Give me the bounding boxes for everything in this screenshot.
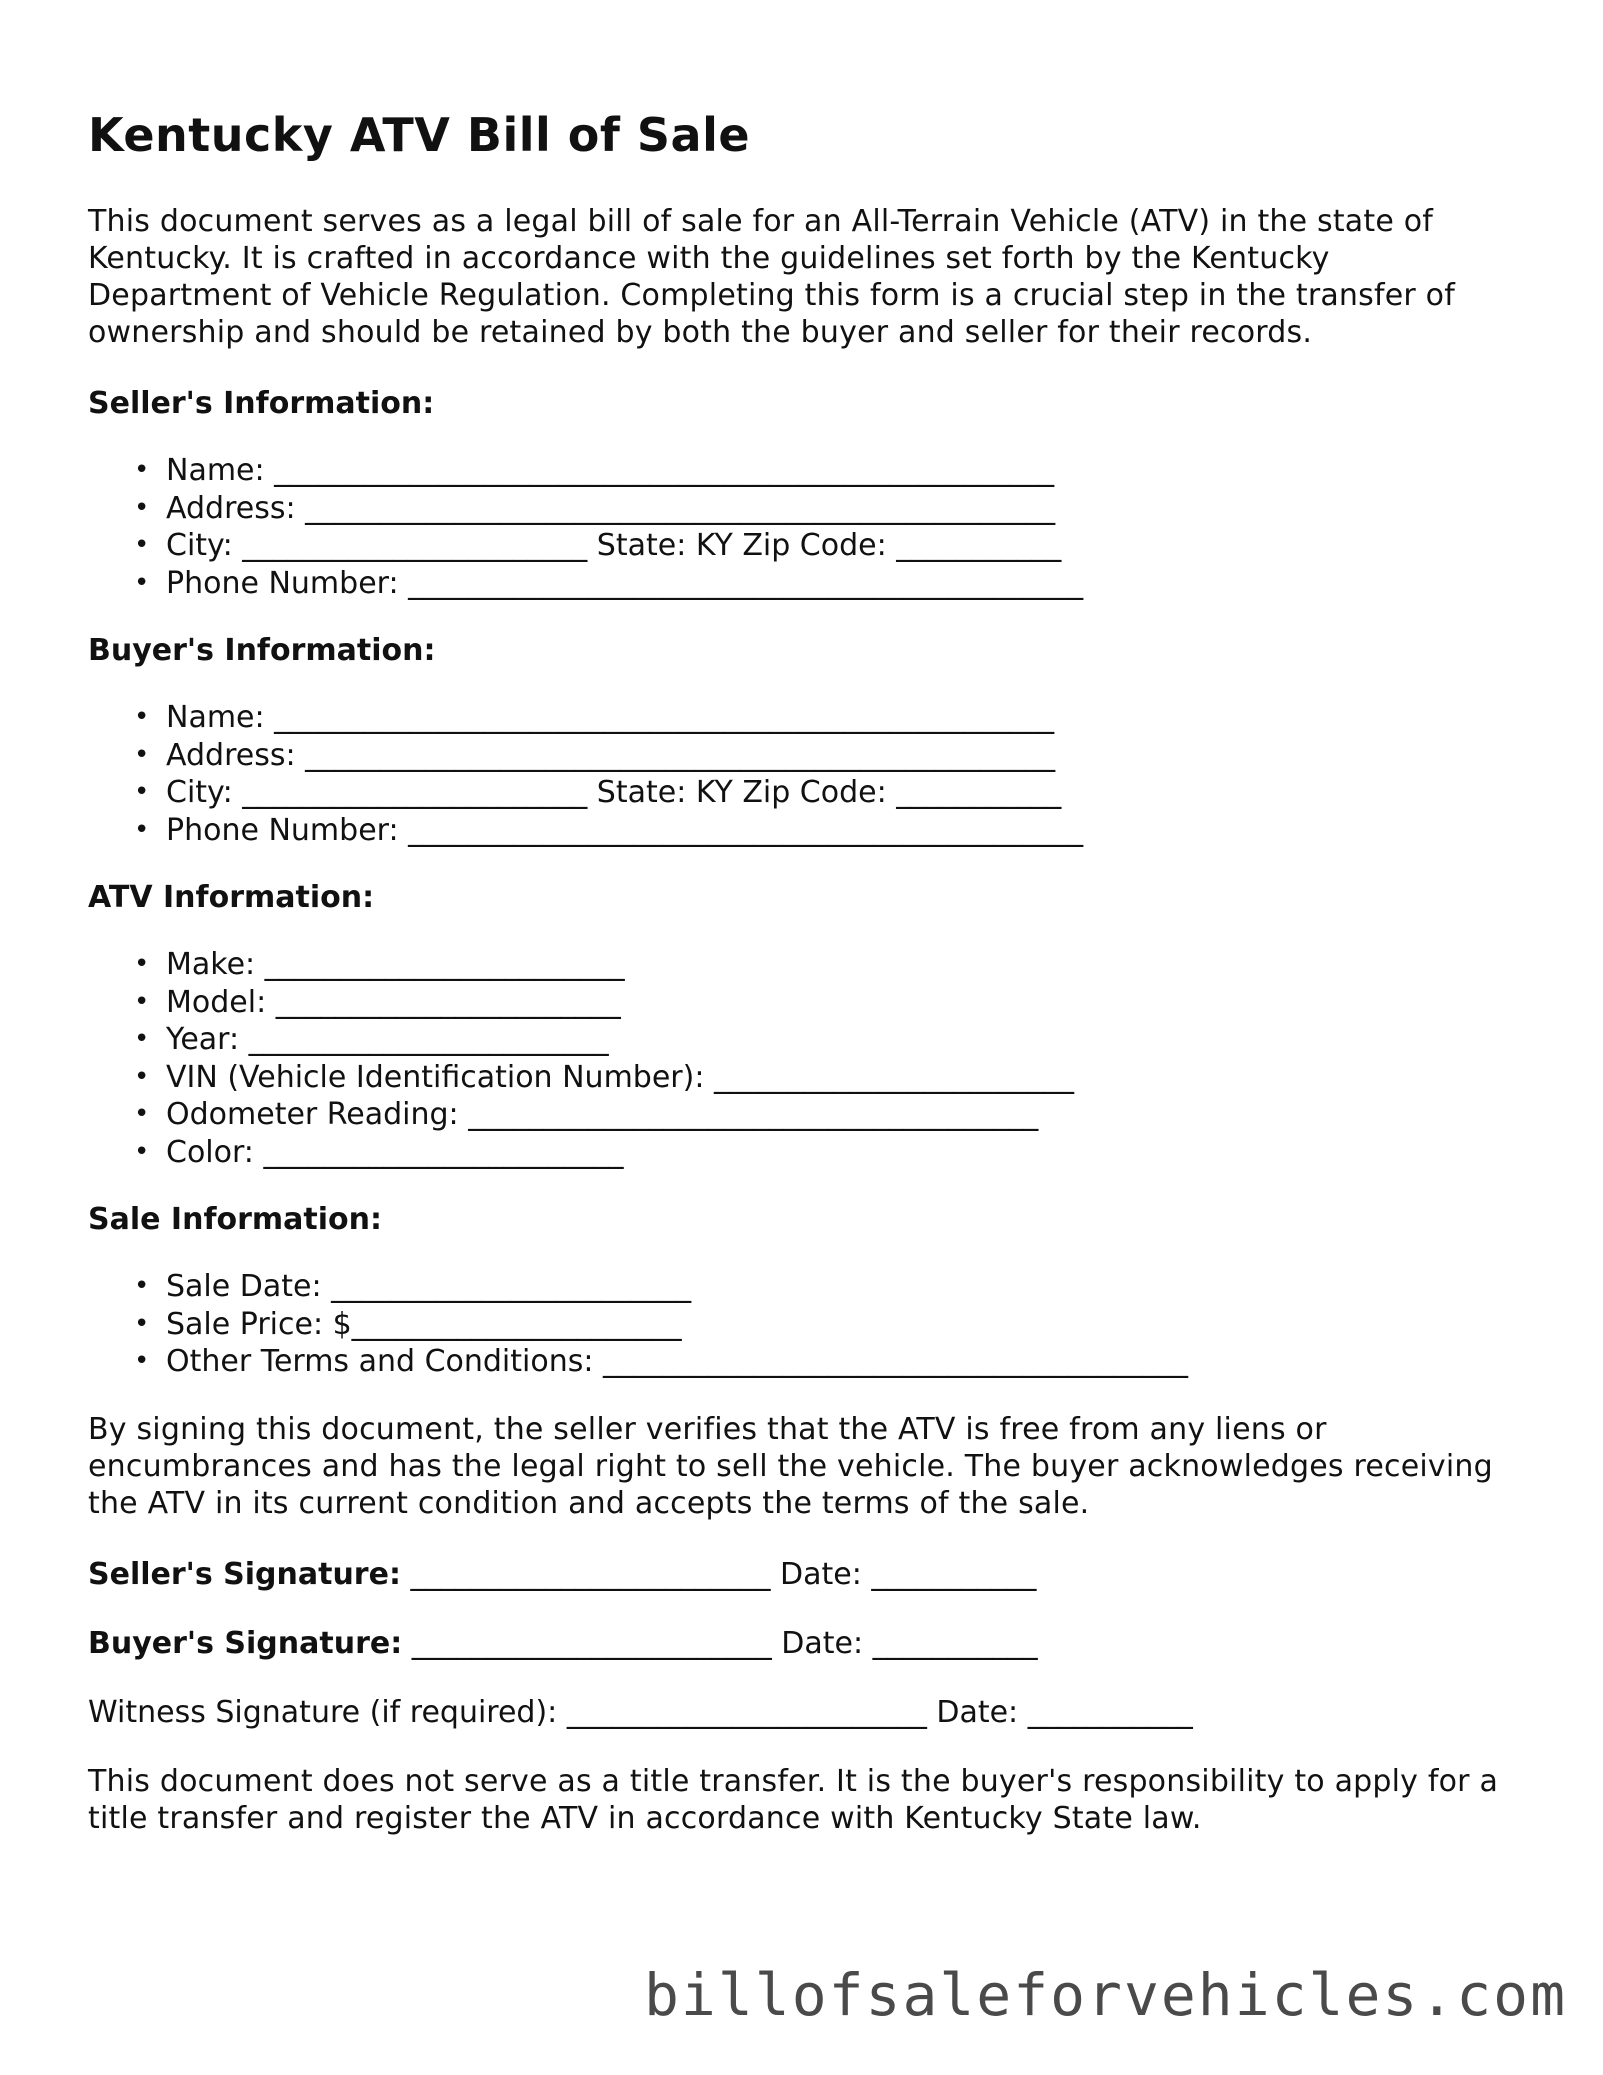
atv-info-list	[88, 946, 1518, 1171]
field-text: City: _______________________ State: KY Zip Code: ___________	[166, 528, 1062, 564]
document-page	[88, 108, 1518, 1837]
bullet-icon: •	[134, 986, 150, 1017]
intro-paragraph: This document serves as a legal bill of sale for an All-Terrain Vehicle (ATV) in the state of Kentucky. It is crafted in accordance with the guidelines set forth by the Kentucky Department of Vehicle Regulation. Completing this form is a crucial step in the transfer of ownership and should be retained by both the buyer and seller for their records.	[88, 204, 1455, 351]
field-text: Address: __________________________________________________	[166, 737, 1056, 773]
buyer-signature-row[interactable]	[88, 1625, 1518, 1662]
field-text: Model: _______________________	[166, 984, 621, 1020]
field-text: Phone Number: _____________________________________________	[166, 812, 1084, 848]
seller-phone-field[interactable]	[134, 565, 1518, 603]
site-watermark: billofsaleforvehicles.com	[644, 1961, 1567, 2029]
field-text: Address: __________________________________________________	[166, 490, 1056, 526]
sale-price-field[interactable]	[134, 1306, 1518, 1344]
buyer-city-state-zip-field[interactable]	[134, 774, 1518, 812]
seller-info-heading: Seller's Information:	[88, 386, 435, 422]
document-title: Kentucky ATV Bill of Sale	[88, 108, 751, 162]
other-terms-field[interactable]	[134, 1343, 1518, 1381]
buyer-name-field[interactable]	[134, 699, 1518, 737]
buyer-address-field[interactable]	[134, 737, 1518, 775]
atv-color-field[interactable]	[134, 1134, 1518, 1172]
bullet-icon: •	[134, 1271, 150, 1302]
field-text: Sale Date: ________________________	[166, 1269, 692, 1305]
bullet-icon: •	[134, 530, 150, 561]
field-text: Year: ________________________	[166, 1022, 609, 1058]
sale-info-heading: Sale Information:	[88, 1202, 382, 1238]
atv-make-field[interactable]	[134, 946, 1518, 984]
atv-model-field[interactable]	[134, 984, 1518, 1022]
seller-signature-row[interactable]	[88, 1556, 1518, 1593]
buyer-phone-field[interactable]	[134, 812, 1518, 850]
atv-vin-field[interactable]	[134, 1059, 1518, 1097]
field-text: Sale Price: $______________________	[166, 1306, 682, 1342]
field-text: VIN (Vehicle Identification Number): ________________________	[166, 1059, 1074, 1095]
field-text: Phone Number: _____________________________________________	[166, 565, 1084, 601]
bullet-icon: •	[134, 455, 150, 486]
seller-signature-label: Seller's Signature:	[88, 1556, 401, 1592]
seller-name-field[interactable]	[134, 452, 1518, 490]
bullet-icon: •	[134, 814, 150, 845]
field-text: Name: ____________________________________________________	[166, 453, 1055, 489]
buyer-info-list	[88, 699, 1518, 849]
bullet-icon: •	[134, 1136, 150, 1167]
bullet-icon: •	[134, 1346, 150, 1377]
bullet-icon: •	[134, 492, 150, 523]
sale-info-list	[88, 1268, 1518, 1381]
field-text: Color: ________________________	[166, 1134, 624, 1170]
bullet-icon: •	[134, 1024, 150, 1055]
field-text: City: _______________________ State: KY Zip Code: ___________	[166, 775, 1062, 811]
bullet-icon: •	[134, 739, 150, 770]
atv-odometer-field[interactable]	[134, 1096, 1518, 1134]
atv-year-field[interactable]	[134, 1021, 1518, 1059]
seller-address-field[interactable]	[134, 490, 1518, 528]
sale-date-field[interactable]	[134, 1268, 1518, 1306]
bullet-icon: •	[134, 949, 150, 980]
field-text: Name: ____________________________________________________	[166, 700, 1055, 736]
bullet-icon: •	[134, 702, 150, 733]
atv-info-heading: ATV Information:	[88, 880, 375, 916]
field-text: Odometer Reading: ______________________________________	[166, 1097, 1039, 1133]
seller-info-list	[88, 452, 1518, 602]
bullet-icon: •	[134, 1308, 150, 1339]
witness-signature-row[interactable]	[88, 1694, 1518, 1731]
buyer-signature-label: Buyer's Signature:	[88, 1625, 403, 1661]
seller-signature-line: ________________________ Date: ___________	[400, 1556, 1037, 1592]
buyer-signature-line: ________________________ Date: ___________	[402, 1625, 1038, 1661]
title-transfer-note: This document does not serve as a title transfer. It is the buyer's responsibility to apply for a title transfer and register the ATV in accordance with Kentucky State law.	[88, 1763, 1499, 1836]
bullet-icon: •	[134, 1061, 150, 1092]
buyer-info-heading: Buyer's Information:	[88, 633, 436, 669]
field-text: Other Terms and Conditions: _______________________________________	[166, 1344, 1189, 1380]
bullet-icon: •	[134, 777, 150, 808]
seller-city-state-zip-field[interactable]	[134, 527, 1518, 565]
witness-signature-text: Witness Signature (if required): ________________________ Date: ___________	[88, 1694, 1193, 1730]
bullet-icon: •	[134, 567, 150, 598]
bullet-icon: •	[134, 1099, 150, 1130]
field-text: Make: ________________________	[166, 947, 625, 983]
closing-paragraph: By signing this document, the seller verifies that the ATV is free from any liens or encumbrances and has the legal right to sell the vehicle. The buyer acknowledges receiving the ATV in its current condition and accepts the terms of the sale.	[88, 1411, 1493, 1521]
